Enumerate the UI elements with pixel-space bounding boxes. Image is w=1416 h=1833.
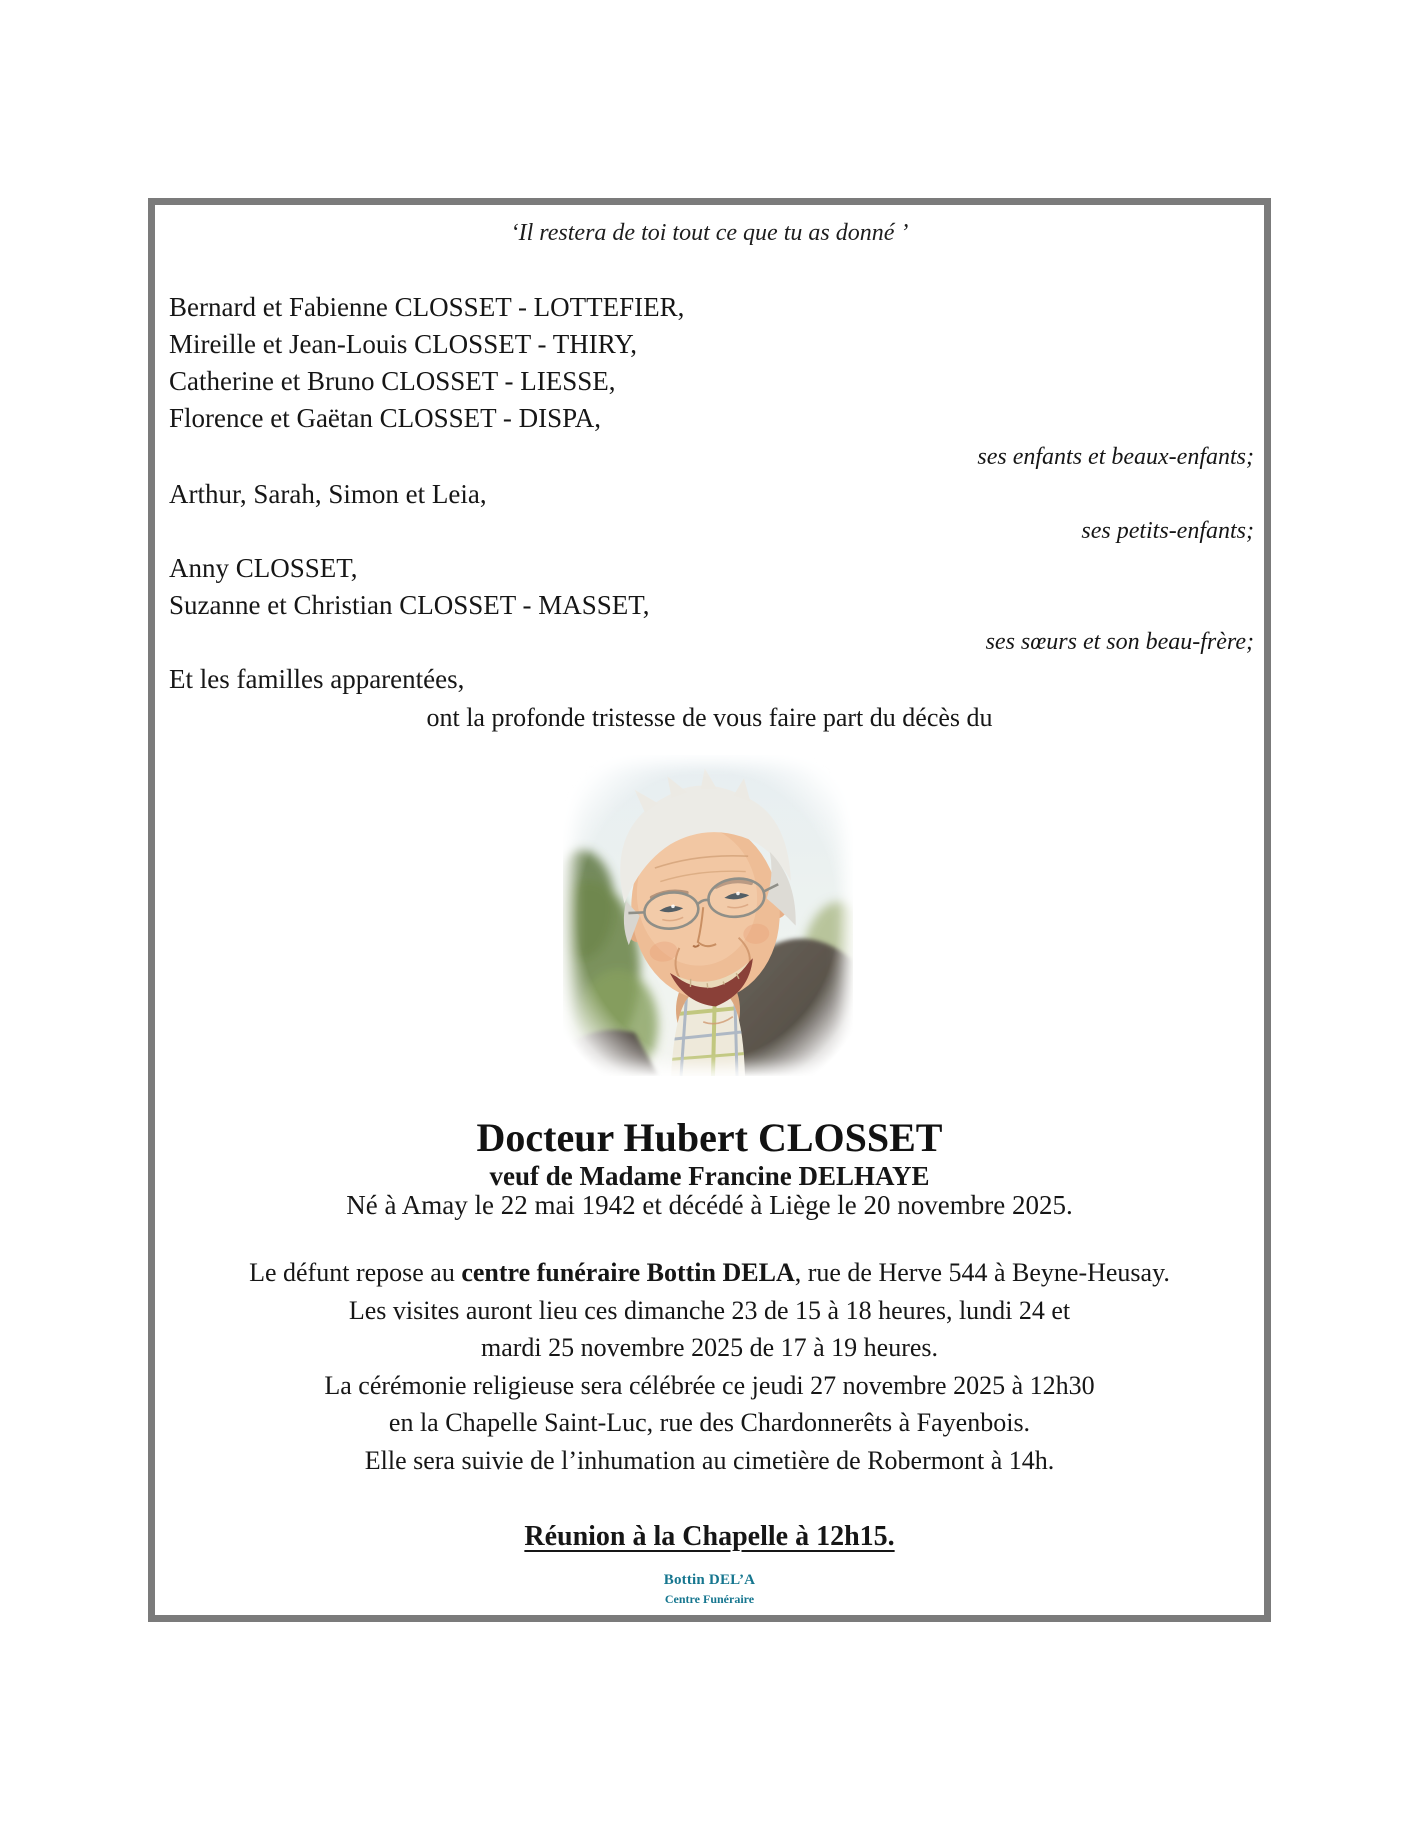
family-line: Arthur, Sarah, Simon et Leia, — [169, 479, 487, 509]
memorial-quote: ‘Il restera de toi tout ce que tu as donné ’ — [510, 220, 909, 246]
family-line: Suzanne et Christian CLOSSET - MASSET, — [169, 590, 650, 620]
life-dates-line: Né à Amay le 22 mai 1942 et décédé à Liège le 20 novembre 2025. — [346, 1190, 1073, 1220]
grandchildren-list — [155, 476, 1264, 513]
meeting-line — [155, 1517, 1264, 1557]
siblings-list — [155, 550, 1264, 624]
announcement-card — [148, 198, 1271, 1622]
family-line: Florence et Gaëtan CLOSSET - DISPA, — [169, 403, 601, 433]
family-line: Bernard et Fabienne CLOSSET - LOTTEFIER, — [169, 292, 685, 322]
visits-line-1: Les visites auront lieu ces dimanche 23 de 15 à 18 heures, lundi 24 et — [348, 1295, 1071, 1325]
repose-prefix: Le défunt repose au — [249, 1258, 462, 1287]
service-line-1: La cérémonie religieuse sera célébrée ce jeudi 27 novembre 2025 à 12h30 — [324, 1370, 1095, 1400]
funeral-home-logo-subtitle: Centre Funéraire — [664, 1592, 755, 1606]
family-line: Catherine et Bruno CLOSSET - LIESSE, — [169, 366, 616, 396]
related-families-line: Et les familles apparentées, — [169, 664, 465, 694]
ceremony-details — [155, 1254, 1264, 1479]
repose-line — [155, 1254, 1264, 1292]
funeral-home-logo: Bottin DEL’A — [663, 1572, 756, 1588]
announcement-content — [155, 205, 1264, 1615]
service-line-2: en la Chapelle Saint-Luc, rue des Chardonnerêts à Fayenbois. — [388, 1408, 1031, 1437]
siblings-role-label: ses sœurs et son beau-frère; — [985, 629, 1254, 655]
portrait-photo-illustration — [563, 755, 853, 1076]
visits-line-2: mardi 25 novembre 2025 de 17 à 19 heures. — [480, 1333, 939, 1362]
children-role-label: ses enfants et beaux-enfants; — [977, 444, 1254, 470]
portrait-photo — [563, 755, 853, 1076]
deceased-name: Docteur Hubert CLOSSET — [476, 1115, 943, 1160]
family-line: Anny CLOSSET, — [169, 553, 358, 583]
burial-line: Elle sera suivie de l’inhumation au cimetière de Robermont à 14h. — [364, 1445, 1055, 1475]
grandchildren-role-label: ses petits-enfants; — [1081, 518, 1254, 544]
meeting-line-text: Réunion à la Chapelle à 12h15. — [524, 1521, 895, 1552]
repose-suffix: , rue de Herve 544 à Beyne-Heusay. — [794, 1258, 1170, 1287]
widower-line: veuf de Madame Francine DELHAYE — [489, 1161, 930, 1191]
children-list — [155, 289, 1264, 437]
funeral-home-name-bold: centre funéraire Bottin DELA — [461, 1258, 795, 1287]
announcement-sentence: ont la profonde tristesse de vous faire part du décès du — [426, 703, 993, 732]
family-line: Mireille et Jean-Louis CLOSSET - THIRY, — [169, 329, 637, 359]
